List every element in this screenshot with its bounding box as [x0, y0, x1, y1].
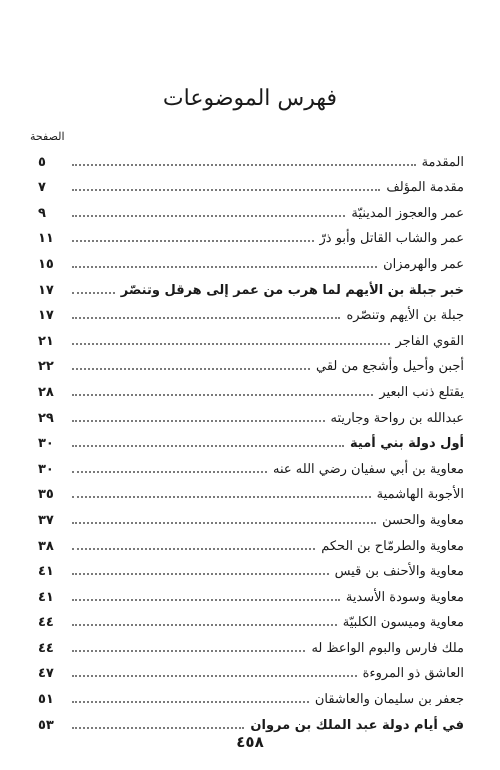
table-of-contents: [38, 146, 464, 735]
toc-entry-title: خبر جبلة بن الأيهم لما هرب من عمر إلى هرقل وتنصّر: [120, 282, 464, 298]
toc-entry-title: ملك فارس والبوم الواعظ له: [311, 640, 464, 656]
toc-entry-page-number: ٤٧: [38, 666, 54, 682]
dot-leader: [72, 240, 314, 242]
toc-entry-page-number: ٣٠: [38, 436, 54, 452]
toc-entry: [38, 274, 464, 300]
dot-leader: [72, 496, 371, 498]
toc-entry: [38, 197, 464, 223]
toc-entry-page-number: ٣٥: [38, 487, 54, 503]
toc-entry: [38, 428, 464, 454]
toc-entry-page-number: ٥: [38, 154, 46, 170]
toc-entry-title: في أيام دولة عبد الملك بن مروان: [250, 717, 464, 733]
toc-entry-title: معاوية بن أبي سفيان رضي الله عنه: [273, 461, 464, 477]
toc-entry: [38, 709, 464, 735]
dot-leader: [72, 650, 305, 652]
toc-entry-title: جعفر بن سليمان والعاشقان: [314, 692, 464, 708]
toc-entry-page-number: ١٧: [38, 282, 54, 298]
dot-leader: [72, 624, 337, 626]
toc-entry-title: عبدالله بن رواحة وجاريته: [330, 410, 464, 426]
toc-entry-page-number: ٢٨: [38, 384, 54, 400]
dot-leader: [72, 573, 329, 575]
toc-entry-page-number: ٣٠: [38, 461, 54, 477]
toc-entry: [38, 402, 464, 428]
toc-entry-page-number: ١٧: [38, 308, 54, 324]
toc-entry-title: عمر والعجوز المدينيّة: [351, 205, 464, 221]
toc-entry-title: معاوية والأحنف بن قيس: [334, 564, 464, 580]
toc-entry: [38, 300, 464, 326]
toc-entry-page-number: ٣٨: [38, 538, 54, 554]
page-column-header: الصفحة: [30, 130, 65, 143]
dot-leader: [72, 266, 377, 268]
dot-leader: [72, 317, 340, 319]
dot-leader: [72, 343, 390, 345]
toc-entry: [38, 607, 464, 633]
dot-leader: [72, 701, 309, 703]
toc-entry: [38, 248, 464, 274]
dot-leader: [72, 675, 357, 677]
toc-entry-page-number: ٥٣: [38, 717, 54, 733]
toc-entry: [38, 632, 464, 658]
toc-entry-title: معاوية والطرمّاح بن الحكم: [321, 538, 464, 554]
toc-entry: [38, 504, 464, 530]
toc-entry-title: العاشق ذو المروءة: [362, 666, 464, 682]
toc-entry-page-number: ٤١: [38, 564, 54, 580]
toc-entry-title: معاوية وسودة الأسدية: [345, 589, 464, 605]
toc-entry-title: جبلة بن الأيهم وتنصّره: [346, 308, 464, 324]
toc-entry: [38, 658, 464, 684]
toc-entry-title: معاوية وميسون الكلبيّة: [342, 615, 464, 631]
toc-entry-page-number: ٤٤: [38, 640, 54, 656]
toc-entry: [38, 325, 464, 351]
toc-entry-title: عمر والشاب القاتل وأبو ذرّ: [319, 231, 464, 247]
toc-entry: [38, 479, 464, 505]
toc-entry: [38, 453, 464, 479]
toc-entry-page-number: ٣٧: [38, 512, 54, 528]
dot-leader: [72, 368, 310, 370]
toc-entry: [38, 351, 464, 377]
toc-entry: [38, 556, 464, 582]
toc-entry-page-number: ١١: [38, 231, 54, 247]
toc-entry-page-number: ٧: [38, 180, 46, 196]
toc-entry: [38, 530, 464, 556]
toc-entry: [38, 683, 464, 709]
toc-entry: [38, 172, 464, 198]
toc-entry-title: أجبن وأحيل وأشجع من لقي: [315, 359, 464, 375]
dot-leader: [72, 394, 373, 396]
footer-page-number: ٤٥٨: [236, 733, 264, 751]
toc-entry: [38, 146, 464, 172]
dot-leader: [72, 445, 344, 447]
toc-entry-page-number: ١٥: [38, 256, 54, 272]
toc-entry: [38, 581, 464, 607]
toc-entry-page-number: ٢١: [38, 333, 54, 349]
dot-leader: [72, 420, 325, 422]
dot-leader: [72, 471, 267, 473]
toc-entry-title: يقتلع ذنب البعير: [379, 384, 464, 400]
toc-entry-title: الأجوبة الهاشمية: [376, 487, 464, 503]
dot-leader: [72, 189, 380, 191]
dot-leader: [72, 215, 345, 217]
toc-entry-page-number: ٤٤: [38, 615, 54, 631]
dot-leader: [72, 292, 115, 294]
page-title: فهرس الموضوعات: [162, 86, 338, 111]
dot-leader: [72, 727, 244, 729]
toc-entry-title: مقدمة المؤلف: [386, 180, 464, 196]
dot-leader: [72, 599, 340, 601]
toc-entry-title: القوي الفاجر: [395, 333, 464, 349]
toc-entry-title: المقدمة: [421, 154, 464, 170]
toc-entry-page-number: ٤١: [38, 589, 54, 605]
dot-leader: [72, 164, 416, 166]
toc-entry-page-number: ٢٢: [38, 359, 54, 375]
dot-leader: [72, 522, 376, 524]
toc-entry-title: أول دولة بني أمية: [350, 436, 464, 452]
toc-entry-page-number: ٩: [38, 205, 46, 221]
toc-entry-page-number: ٥١: [38, 692, 54, 708]
dot-leader: [72, 548, 315, 550]
toc-entry: [38, 223, 464, 249]
toc-entry: [38, 376, 464, 402]
toc-entry-title: معاوية والحسن: [382, 512, 464, 528]
toc-entry-page-number: ٢٩: [38, 410, 54, 426]
toc-entry-title: عمر والهرمزان: [383, 256, 464, 272]
